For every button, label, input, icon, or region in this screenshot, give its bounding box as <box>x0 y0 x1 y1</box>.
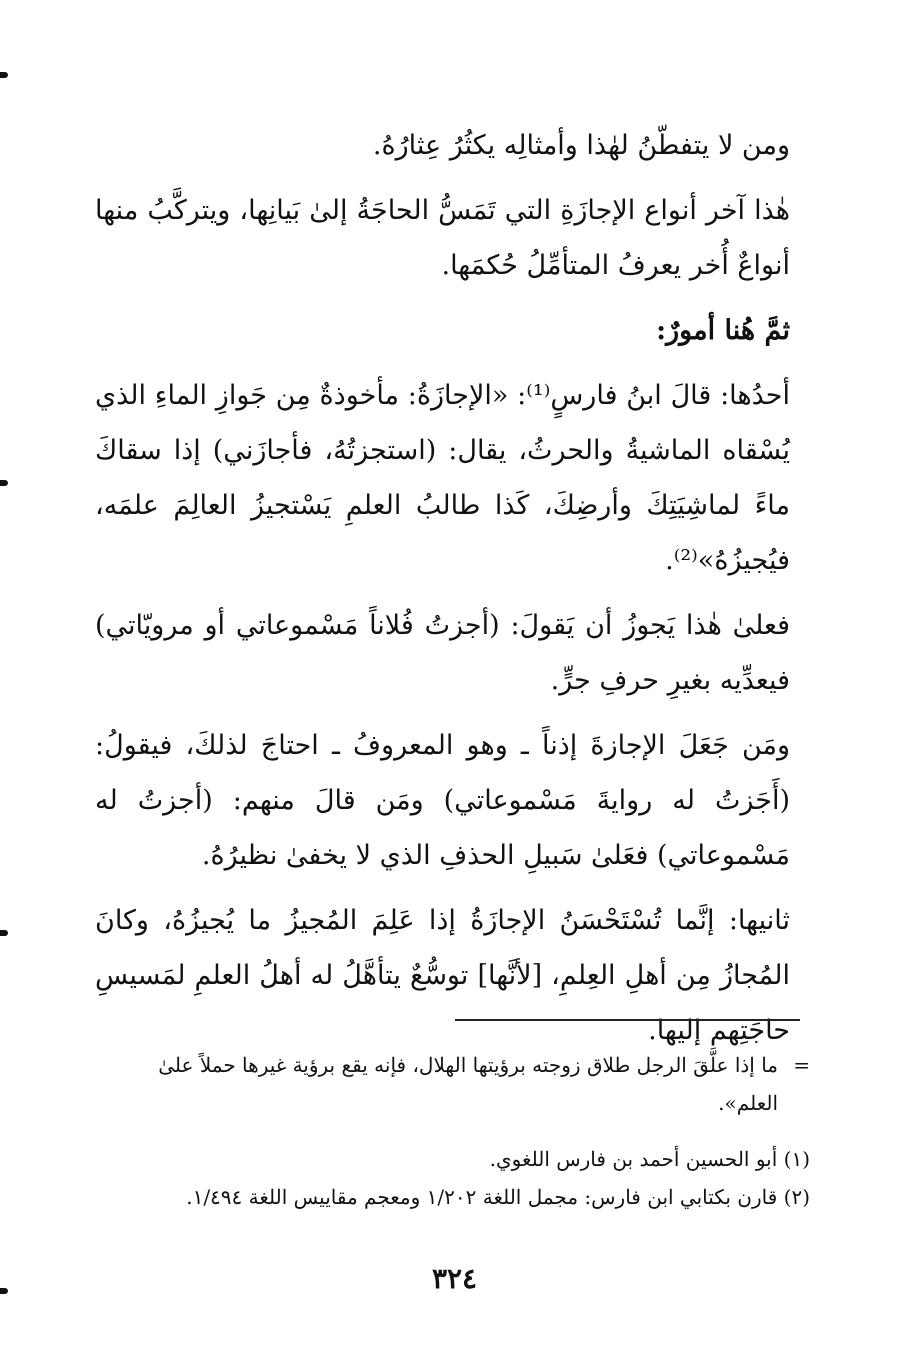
paragraph: ومن لا يتفطّنُ لهٰذا وأمثالِه يكثُرُ عِثارُهُ. <box>372 130 790 161</box>
paragraph: ومَن جَعَلَ الإجازةَ إذناً ـ وهو المعروفُ ـ احتاجَ لذلكَ، فيقولُ: (أَجَزتُ له روايةَ مَسْموعاتي) ومَن قالَ منهم: (أجزتُ له مَسْموعاتي) فعَلىٰ سَبيلِ الحذفِ الذي لا يخفىٰ نظيرُهُ. <box>95 730 790 871</box>
footnote-separator <box>455 1019 800 1021</box>
scan-edge-mark <box>0 72 8 78</box>
paragraph: أحدُها: قالَ ابنُ فارسٍ⁽¹⁾: «الإجازَةُ: مأخوذةٌ مِن جَوازِ الماءِ الذي يُسْقاه الماشيةُ والحرثُ، يقال: (استجزتُهُ، فأجازَني) إذا سقاكَ ماءً لماشِيَتِكَ وأرضِكَ، كَذا طالبُ العلمِ يَسْتجيزُ العالِمَ علمَه، فيُجيزُهُ»⁽²⁾. <box>95 380 791 576</box>
scan-edge-mark <box>0 930 8 936</box>
continuation-mark: = <box>793 1053 810 1077</box>
scan-edge-mark <box>0 480 8 486</box>
main-text <box>95 118 790 1058</box>
paragraph: فعلىٰ هٰذا يَجوزُ أن يَقولَ: (أجزتُ فُلاناً مَسْموعاتي أو مرويّاتي) فيعدِّيه بغيرِ حرفِ جرٍّ. <box>95 610 790 696</box>
footnote-2: (٢) قارن بكتابي ابن فارس: مجمل اللغة ١/٢٠٢ ومعجم مقاييس اللغة ١/٤٩٤. <box>186 1185 810 1209</box>
paragraph: هٰذا آخر أنواع الإجازَةِ التي تَمَسُّ الحاجَةُ إلىٰ بَيانِها، ويتركَّبُ منها أنواعٌ أُخر يعرفُ المتأمِّلُ حُكمَها. <box>95 195 790 281</box>
footnotes <box>95 1046 810 1216</box>
section-heading: ثمَّ هُنا أمورٌ: <box>656 315 790 346</box>
footnote-continuation-text: ما إذا علَّقَ الرجل طلاق زوجته برؤيتها الهلال، فإنه يقع برؤية غيرها حملاً علىٰ العلم». <box>158 1053 778 1115</box>
footnote-1: (١) أبو الحسين أحمد بن فارس اللغوي. <box>489 1147 810 1171</box>
footnote-continuation <box>95 1046 810 1122</box>
paragraph: ثانيها: إنَّما تُسْتَحْسَنُ الإجازَةُ إذا عَلِمَ المُجيزُ ما يُجيزُهُ، وكانَ المُجازُ مِن أهلِ العِلمِ، [لأنَّها] توسُّعٌ يتأهَّلُ له أهلُ العلمِ لمَسيسِ حاجَتِهم إليها. <box>95 905 790 1046</box>
page-number: ٣٢٤ <box>431 1262 478 1295</box>
